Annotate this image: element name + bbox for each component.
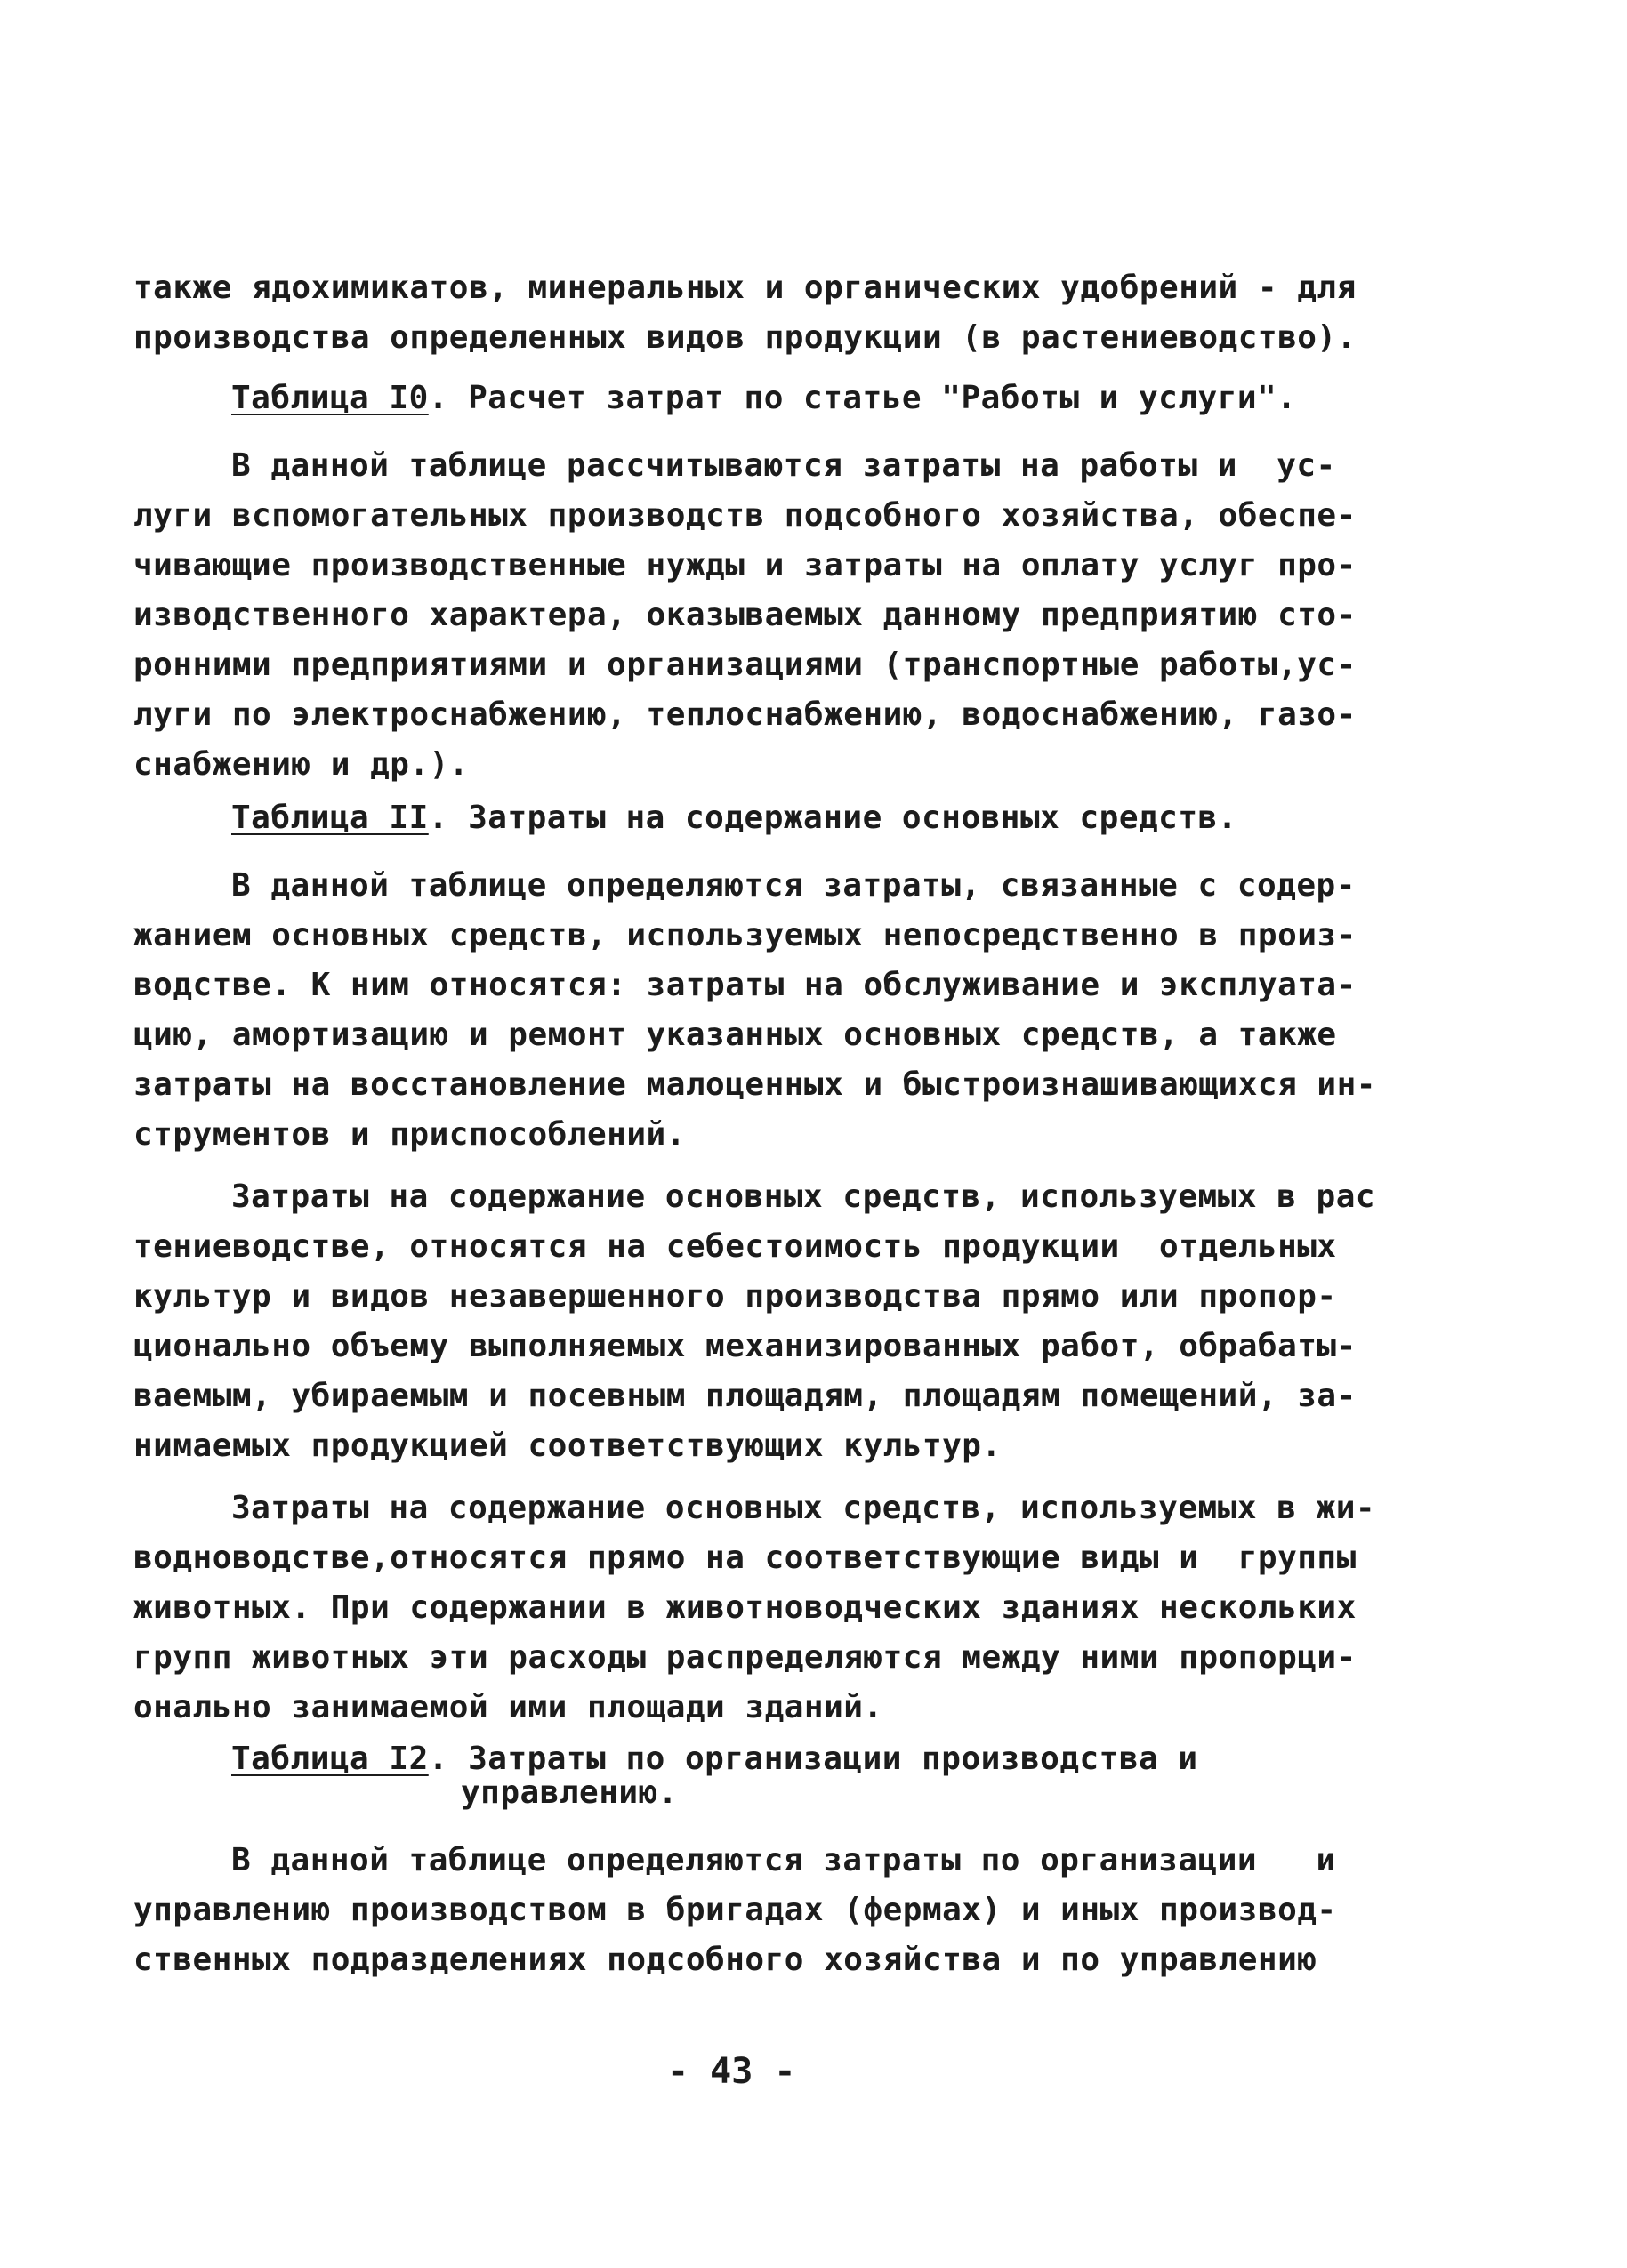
text-line: тениеводстве, относятся на себестоимость продукции отдельных bbox=[133, 1228, 1337, 1265]
table-12-label: Таблица I2 bbox=[231, 1741, 429, 1777]
table-10-label: Таблица I0 bbox=[231, 380, 429, 416]
text-line: снабжению и др.). bbox=[133, 746, 469, 783]
text-line: В данной таблице рассчитываются затраты на работы и ус- bbox=[231, 447, 1336, 484]
text-line: затраты на восстановление малоценных и быстроизнашивающихся ин- bbox=[133, 1066, 1376, 1103]
text-line: ственных подразделениях подсобного хозяйства и по управлению bbox=[133, 1942, 1317, 1978]
text-line: животных. При содержании в животноводческих зданиях нескольких bbox=[133, 1589, 1357, 1626]
text-line: луги вспомогательных производств подсобного хозяйства, обеспе- bbox=[133, 497, 1357, 534]
text-line: жанием основных средств, используемых непосредственно в произ- bbox=[133, 917, 1357, 953]
text-line: управлению производством в бригадах (фермах) и иных производ- bbox=[133, 1892, 1337, 1928]
table-10-title: . Расчет затрат по статье "Работы и услуги". bbox=[428, 380, 1297, 416]
text-line: нимаемых продукцией соответствующих культур. bbox=[133, 1428, 1002, 1464]
text-line: изводственного характера, оказываемых данному предприятию сто- bbox=[133, 597, 1357, 633]
table-12-heading bbox=[231, 1734, 1198, 1784]
table-10-heading bbox=[231, 374, 1296, 423]
text-line: онально занимаемой ими площади зданий. bbox=[133, 1689, 883, 1725]
text-line: луги по электроснабжению, теплоснабжению, водоснабжению, газо- bbox=[133, 696, 1357, 733]
text-line: струментов и приспособлений. bbox=[133, 1116, 686, 1153]
text-line: В данной таблице определяются затраты, связанные с содер- bbox=[231, 867, 1356, 904]
text-line: производства определенных видов продукции (в растениеводство). bbox=[133, 319, 1357, 356]
text-line: В данной таблице определяются затраты по организации и bbox=[231, 1842, 1336, 1878]
text-line: Затраты на содержание основных средств, используемых в рас bbox=[231, 1178, 1376, 1215]
table-12-title: . Затраты по организации производства и bbox=[428, 1741, 1198, 1777]
text-line: водстве. К ним относятся: затраты на обслуживание и эксплуата- bbox=[133, 967, 1357, 1003]
text-line: культур и видов незавершенного производства прямо или пропор- bbox=[133, 1278, 1337, 1315]
table-11-label: Таблица II bbox=[231, 800, 429, 836]
text-line: также ядохимикатов, минеральных и органических удобрений - для bbox=[133, 269, 1357, 306]
text-line: групп животных эти расходы распределяются между ними пропорци- bbox=[133, 1639, 1357, 1676]
table-11-title: . Затраты на содержание основных средств. bbox=[428, 800, 1237, 836]
table-12-title-continued: управлению. bbox=[461, 1774, 678, 1811]
text-line: ционально объему выполняемых механизированных работ, обрабаты- bbox=[133, 1328, 1357, 1364]
table-11-heading bbox=[231, 793, 1237, 843]
text-line: ронними предприятиями и организациями (транспортные работы,ус- bbox=[133, 647, 1357, 683]
text-line: Затраты на содержание основных средств, используемых в жи- bbox=[231, 1490, 1376, 1526]
text-line: ваемым, убираемым и посевным площадям, площадям помещений, за- bbox=[133, 1378, 1357, 1414]
text-line: чивающие производственные нужды и затраты на оплату услуг про- bbox=[133, 547, 1357, 583]
text-line: водноводстве,относятся прямо на соответствующие виды и группы bbox=[133, 1540, 1357, 1576]
text-line: цию, амортизацию и ремонт указанных основных средств, а также bbox=[133, 1017, 1337, 1053]
page-number-text: - 43 - bbox=[667, 2051, 796, 2092]
